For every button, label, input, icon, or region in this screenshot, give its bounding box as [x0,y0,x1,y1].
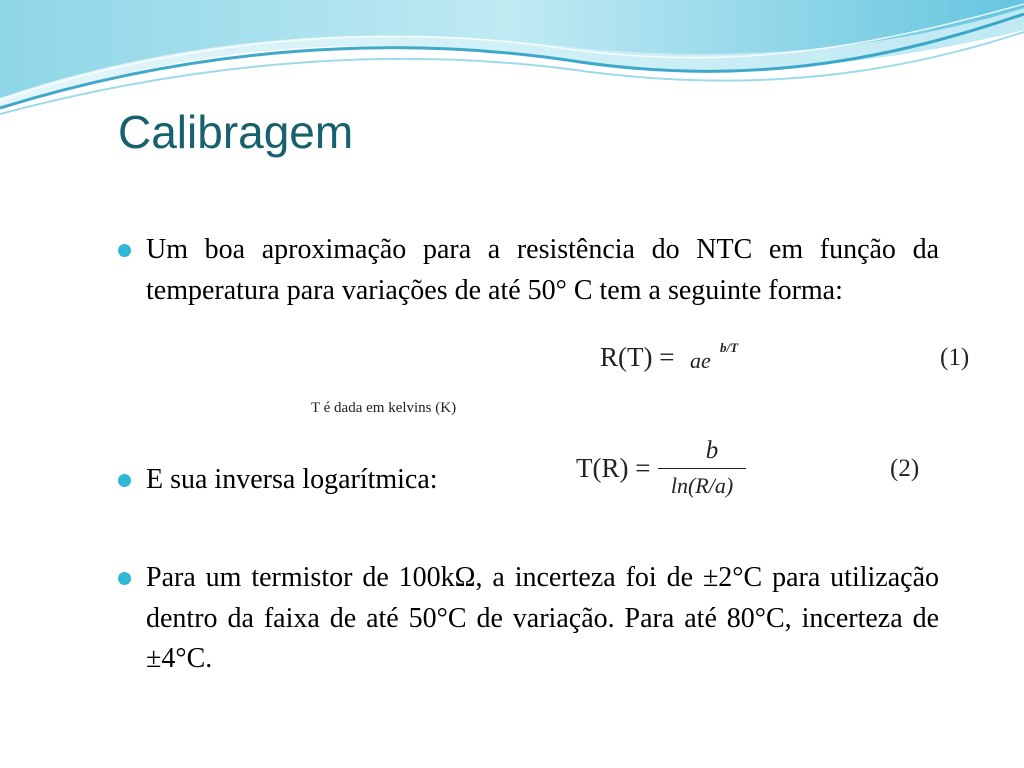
header-wave-decoration [0,0,1024,120]
equation-2-denominator: ln(R/a) [670,473,734,498]
bullet-text: E sua inversa logarítmica: [146,464,438,495]
kelvin-note: T é dada em kelvins (K) [311,400,457,416]
bullet-item-uncertainty [118,558,939,680]
bullet-dot-icon [118,244,131,257]
equation-1-lhs: R(T) = [600,342,675,372]
equation-1-base: ae [690,348,711,373]
equation-1-exponent: b/T [720,340,739,355]
equation-2-lhs: T(R) = [576,453,651,483]
equation-2-number: (2) [890,455,920,482]
bullet-item-approximation [118,230,939,311]
bullet-item-inverse [118,460,538,501]
equation-2-fraction-bar [658,468,746,469]
equation-inverse [560,425,928,510]
bullet-text: Um boa aproximação para a resistência do NTC em função da temperatura para variações de até 50° C tem a seguinte forma: [146,234,939,306]
bullet-dot-icon [118,572,131,585]
slide-title: Calibragem [118,106,354,158]
bullet-dot-icon [118,474,131,487]
equation-2-numerator: b [705,437,719,464]
equation-resistance [584,322,994,394]
equation-1-number: (1) [940,344,970,371]
bullet-text: Para um termistor de 100kΩ, a incerteza foi de ±2°C para utilização dentro da faixa de até 50°C de variação. Para até 80°C, incerteza de ±4°C. [146,562,939,674]
